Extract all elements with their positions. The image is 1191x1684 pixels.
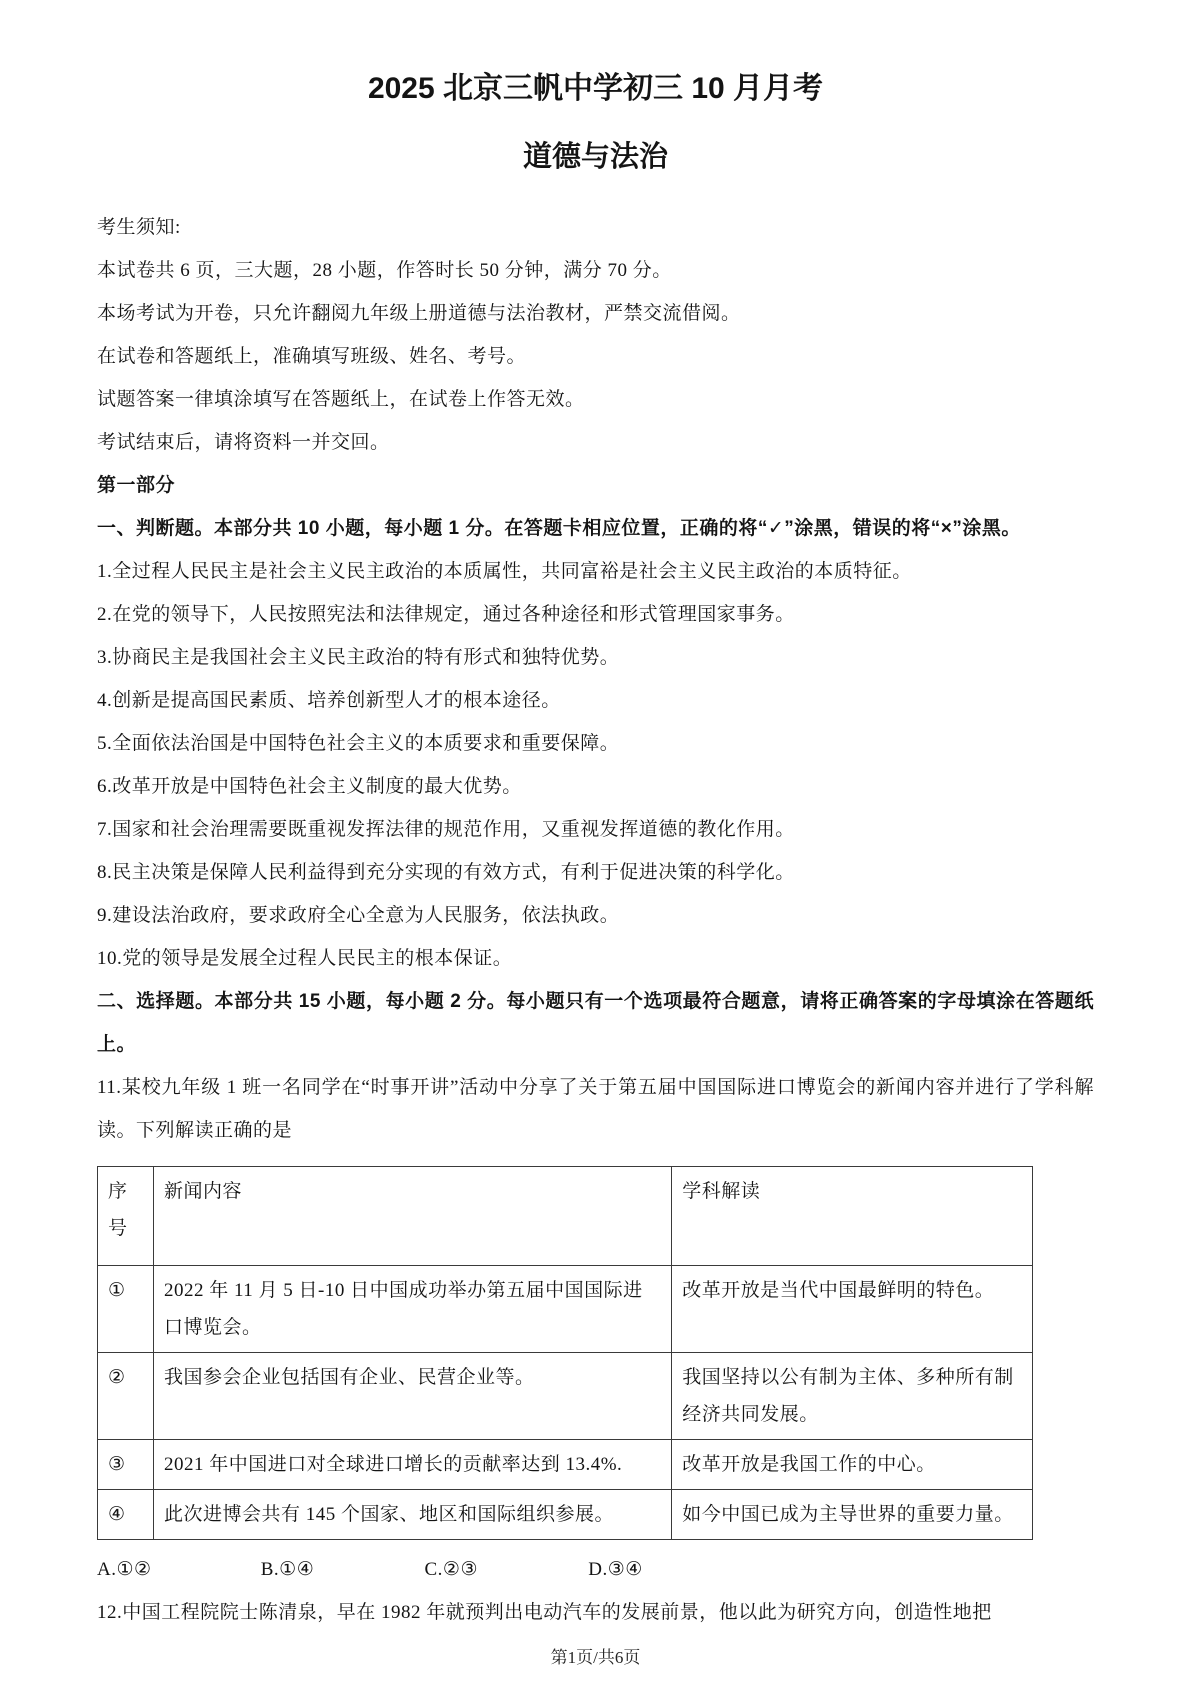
table-header-no: 序号 — [98, 1167, 154, 1266]
notice-item: 本场考试为开卷，只允许翻阅九年级上册道德与法治教材，严禁交流借阅。 — [97, 303, 741, 324]
row-analysis: 我国坚持以公有制为主体、多种所有制经济共同发展。 — [672, 1353, 1033, 1440]
table-header-analysis: 学科解读 — [672, 1167, 1033, 1266]
row-analysis: 如今中国已成为主导世界的重要力量。 — [672, 1490, 1033, 1540]
judgment-item-2: 2.在党的领导下，人民按照宪法和法律规定，通过各种途径和形式管理国家事务。 — [97, 604, 795, 625]
row-no: ② — [98, 1353, 154, 1440]
judgment-item-1: 1.全过程人民民主是社会主义民主政治的本质属性，共同富裕是社会主义民主政治的本质特征。 — [97, 561, 912, 582]
notice-item: 试题答案一律填涂填写在答题纸上，在试卷上作答无效。 — [97, 389, 585, 410]
question-11-stem: 11.某校九年级 1 班一名同学在“时事开讲”活动中分享了关于第五届中国国际进口博览会的新闻内容并进行了学科解读。下列解读正确的是 — [97, 1077, 1094, 1141]
row-news: 2022 年 11 月 5 日-10 日中国成功举办第五届中国国际进口博览会。 — [153, 1266, 671, 1353]
row-news: 此次进博会共有 145 个国家、地区和国际组织参展。 — [153, 1490, 671, 1540]
page-number: 第1页/共6页 — [550, 1648, 641, 1667]
table-row — [98, 1440, 1033, 1490]
judgment-item-5: 5.全面依法治国是中国特色社会主义的本质要求和重要保障。 — [97, 733, 620, 754]
option-d: D.③④ — [588, 1559, 643, 1580]
choice-section-heading: 二、选择题。本部分共 15 小题，每小题 2 分。每小题只有一个选项最符合题意，请将正确答案的字母填涂在答题纸上。 — [97, 991, 1094, 1055]
notice-item: 考试结束后，请将资料一并交回。 — [97, 432, 390, 453]
judgment-item-7: 7.国家和社会治理需要既重视发挥法律的规范作用，又重视发挥道德的教化作用。 — [97, 819, 795, 840]
judgment-item-8: 8.民主决策是保障人民利益得到充分实现的有效方式，有利于促进决策的科学化。 — [97, 862, 795, 883]
option-b: B.①④ — [260, 1559, 315, 1580]
row-news: 我国参会企业包括国有企业、民营企业等。 — [153, 1353, 671, 1440]
judgment-items — [97, 550, 1094, 980]
judgment-section-heading: 一、判断题。本部分共 10 小题，每小题 1 分。在答题卡相应位置，正确的将“✓”涂黑，错误的将“×”涂黑。 — [97, 518, 1021, 539]
row-no: ③ — [98, 1440, 154, 1490]
option-a: A.①② — [97, 1559, 152, 1580]
notice-item: 在试卷和答题纸上，准确填写班级、姓名、考号。 — [97, 346, 527, 367]
notice-block — [97, 206, 1094, 464]
question-11-table — [97, 1166, 1033, 1540]
notice-label: 考生须知: — [97, 217, 181, 238]
row-news: 2021 年中国进口对全球进口增长的贡献率达到 13.4%. — [153, 1440, 671, 1490]
exam-subject: 道德与法治 — [522, 141, 668, 173]
table-row — [98, 1353, 1033, 1440]
table-header-row — [98, 1167, 1033, 1266]
row-analysis: 改革开放是当代中国最鲜明的特色。 — [672, 1266, 1033, 1353]
notice-item: 本试卷共 6 页，三大题，28 小题，作答时长 50 分钟，满分 70 分。 — [97, 260, 672, 281]
judgment-item-9: 9.建设法治政府，要求政府全心全意为人民服务，依法执政。 — [97, 905, 620, 926]
question-12-stem: 12.中国工程院院士陈清泉，早在 1982 年就预判出电动汽车的发展前景，他以此为研究方向，创造性地把 — [97, 1602, 992, 1623]
judgment-item-4: 4.创新是提高国民素质、培养创新型人才的根本途径。 — [97, 690, 561, 711]
question-11-options — [97, 1548, 1094, 1591]
judgment-item-3: 3.协商民主是我国社会主义民主政治的特有形式和独特优势。 — [97, 647, 620, 668]
option-c: C.②③ — [424, 1559, 478, 1580]
judgment-item-6: 6.改革开放是中国特色社会主义制度的最大优势。 — [97, 776, 522, 797]
part1-heading: 第一部分 — [97, 475, 176, 496]
exam-title: 2025 北京三帆中学初三 10 月月考 — [367, 72, 824, 105]
row-analysis: 改革开放是我国工作的中心。 — [672, 1440, 1033, 1490]
table-header-news: 新闻内容 — [153, 1167, 671, 1266]
row-no: ① — [98, 1266, 154, 1353]
judgment-item-10: 10.党的领导是发展全过程人民民主的根本保证。 — [97, 948, 513, 969]
row-no: ④ — [98, 1490, 154, 1540]
table-row — [98, 1490, 1033, 1540]
table-row — [98, 1266, 1033, 1353]
